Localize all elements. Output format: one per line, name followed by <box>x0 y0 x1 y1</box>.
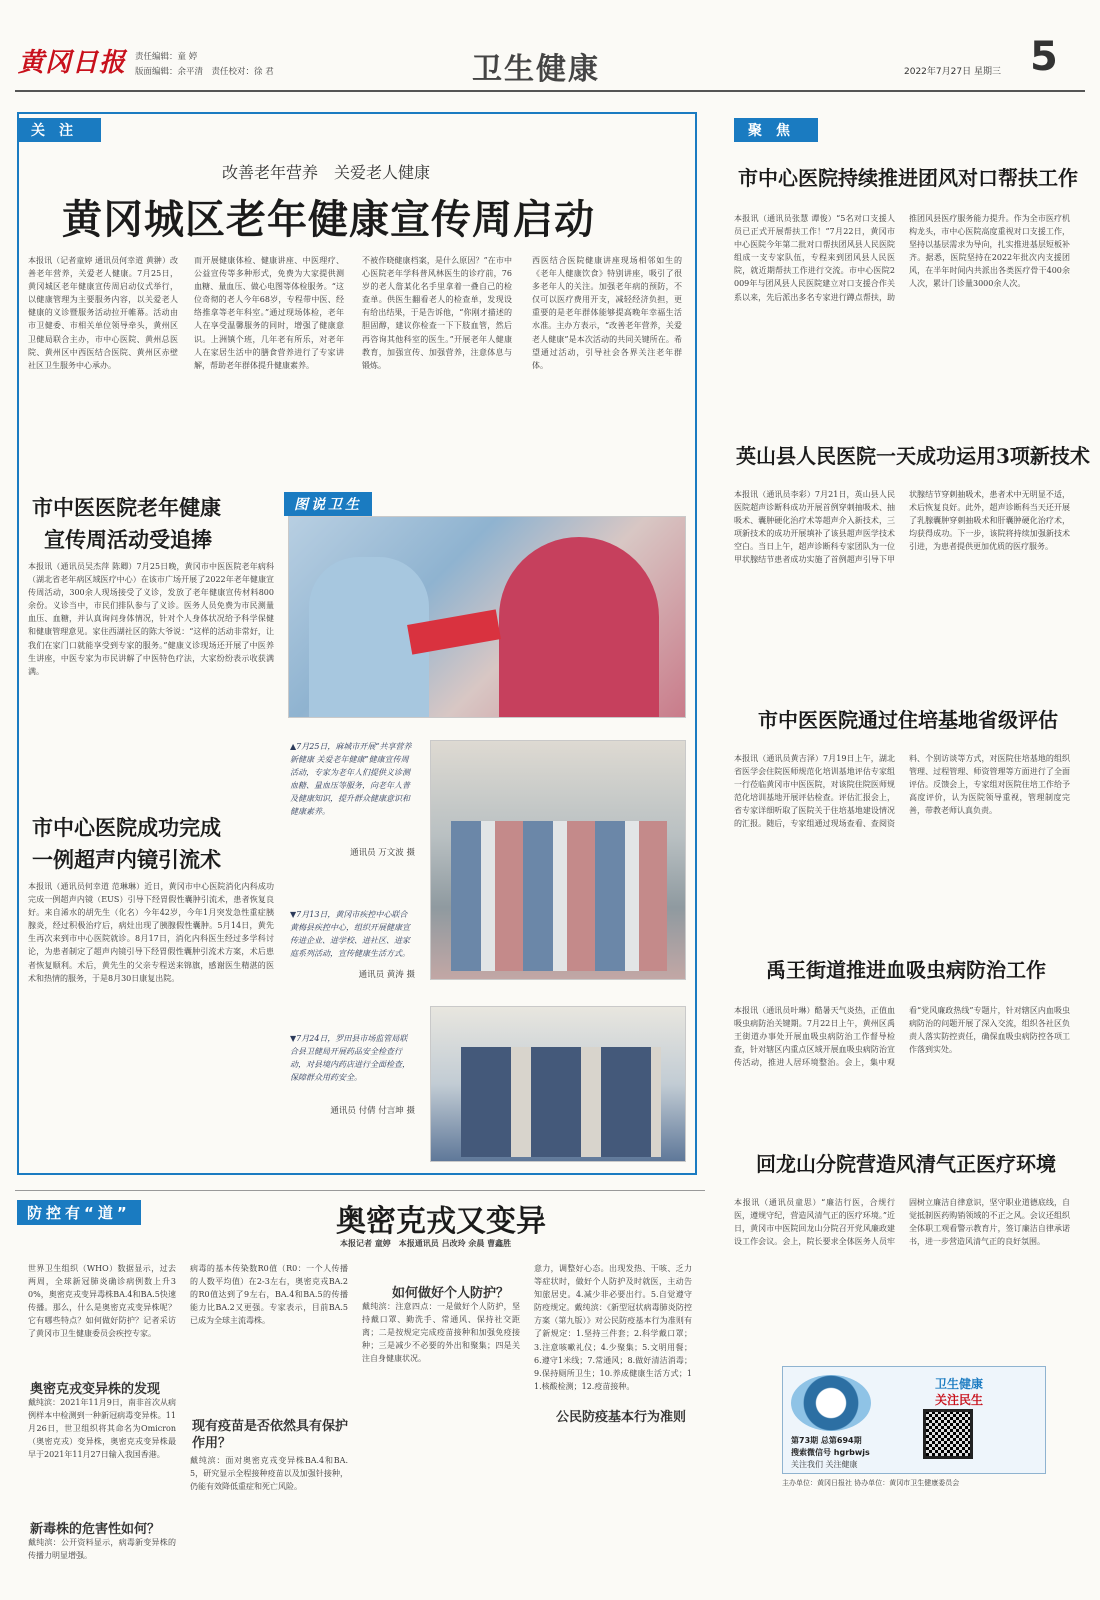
issue-date <box>904 64 1001 77</box>
endoscope-title-1: 市中心医院成功完成 <box>32 815 221 840</box>
promo-slogan: 关注我们 关注健康 <box>791 1460 858 1469</box>
tcm-title-2: 宣传周活动受追捧 <box>44 527 212 552</box>
focus-col-2: 而开展健康体检、健康讲座、中医理疗、公益宣传等多种形式，免费为大家提供测血糖、量血压、做心电图等体检服务。“这位奇彻的老人今年68岁，专程带中医、经络推拿等老年科室。”通过现场体检，老年人在享受温馨服务的同时，增强了健康意识。上洲镇个班，几年老有所乐，对老年人在家居生活中的膳食营养进行了专家讲解，帮助老年群体提升健康素养。 <box>194 256 344 370</box>
credit-1: 通讯员 万文波 摄 <box>350 848 415 858</box>
spotlight-body-5: 本报讯（通讯员童思）“廉洁行医，合规行医，遵规守纪，营造风清气正的医疗环境。”近日，黄冈市中医院回龙山分院召开党风廉政建设工作会议。会上，院长要求全体医务人员牢固树立廉洁自律意识，坚守职业道德底线，自觉抵制医药购销领域的不正之风。会议还组织全体职工观看警示教育片，签订廉洁自律承诺书，进一步营造风清气正的良好氛围。 <box>734 1198 1070 1247</box>
prevention-rule <box>15 1190 705 1191</box>
caption-2: ▼7月13日，黄冈市疾控中心联合黄梅县疾控中心，组织开展健康宣传进企业、进学校、进社区、进家庭系列活动，宣传健康生活方式。 <box>290 910 410 958</box>
section-title: 卫生健康 <box>472 52 600 87</box>
prevention-col-3: 戴纯滨：注意四点：一是做好个人防护，坚持戴口罩、勤洗手、常通风、保持社交距离；二是按规定完成疫苗接种和加强免疫接种；三是减少不必要的外出和聚集；四是关注自身健康状况。 <box>362 1302 520 1364</box>
promo-label-1: 卫生健康 <box>935 1377 984 1391</box>
page-number: 5 <box>1030 34 1058 80</box>
prevention-sub-2: 新毒株的危害性如何？ <box>30 1522 161 1537</box>
photo-news-tag-text: 图说卫生 <box>294 497 362 513</box>
prevention-col-2b: 戴纯滨：面对奥密克戎变异株BA.4和BA.5，研究显示全程接种疫苗以及加强针接种，仍能有效降低重症和死亡风险。 <box>190 1456 348 1492</box>
focus-subtitle: 改善老年营养 关爱老人健康 <box>222 163 431 182</box>
prevention-sub-4: 如何做好个人防护？ <box>392 1286 510 1301</box>
prevention-col-1b: 戴纯滨：2021年11月9日，南非首次从病例样本中检测到一种新冠病毒变异株。11月26日，世卫组织将其命名为Omicron（奥密克戎）变异株，奥密克戎变异株最早于2021年11月27日输入我国香港。 <box>28 1398 176 1460</box>
photo-outreach <box>430 740 686 980</box>
proof-line: 责任校对：徐 君 <box>211 67 274 77</box>
prevention-col-1c: 戴纯滨：公开资料显示，病毒新变异株的传播力明显增强。 <box>28 1538 176 1561</box>
promo-issue: 第73期 总第694期 <box>791 1436 862 1445</box>
spotlight-title-5: 回龙山分院营造风清气正医疗环境 <box>756 1152 1056 1176</box>
photo-free-clinic <box>288 516 686 718</box>
spotlight-title-3: 市中医医院通过住培基地省级评估 <box>758 708 1058 732</box>
masthead-rule <box>15 90 1085 92</box>
caption-3: ▼7月24日，罗田县市场监管局联合县卫健局开展药品安全检查行动，对县境内药店进行全面检查，保障群众用药安全。 <box>290 1034 410 1082</box>
patient-figure <box>499 537 659 717</box>
tcm-body: 本报讯（通讯员吴杰萍 陈卿）7月25日晚，黄冈市中医医院老年病科（湖北省老年病区域医疗中心）在该市广场开展了2022年老年健康宣传周活动，300余人现场接受了义诊，发放了老年健康宣传材料800余份。义诊当中，市民们排队参与了义诊。医务人员免费为市民测量血压、血糖，并认真询问身体情况，针对个人身体状况给予科学保健和健康管理意见。家住西湖社区的陈大爷说：“这样的活动非常好，让我们在家门口就能享受到专家的服务。”健康义诊现场还开展了中医养生讲座，中医专家为市民讲解了中医特色疗法，大家纷纷表示收获满满。 <box>28 562 274 676</box>
photo-news-tag <box>284 492 372 516</box>
prevention-tag: 防控有“道” <box>17 1200 141 1225</box>
tcm-title-1: 市中医医院老年健康 <box>32 495 221 520</box>
prevention-col-2: 病毒的基本传染数R0值（R0：一个人传播的人数平均值）在2-3左右，奥密克戎BA.2的R0值达到了9左右，BA.4和BA.5的传播能力比BA.2又更强。专家表示，目前BA.5已成为全球主流毒株。 <box>190 1264 348 1326</box>
focus-tag: 关注 <box>17 118 101 142</box>
prevention-col-4: 意力，调整好心态。出现发热、干咳、乏力等症状时，做好个人防护及时就医，主动告知旅居史。4.减少非必要出行。5.自觉遵守防疫规定。戴纯滨：《新型冠状病毒肺炎防控方案（第九版）》对公民防疫基本行为准则有了新规定：1.坚持三件套；2.科学戴口罩；3.注意咳嗽礼仪；4.少聚集；5.文明用餐；6.遵守1米线；7.常通风；8.做好清洁消毒；9.保持厕所卫生；10.养成健康生活方式；11.核酸检测；12.疫苗接种。 <box>534 1264 692 1391</box>
promo-wechat: 搜索微信号 hgrbwjs <box>791 1448 870 1457</box>
photo-inspection <box>430 1006 686 1162</box>
caption-1: ▲7月25日，麻城市开展“共享营养新健康 关爱老年健康”健康宣传周活动，专家为老年人们提供义诊测血糖、量血压等服务，向老年人普及健康知识，提升群众健康意识和健康素养。 <box>290 742 412 816</box>
focus-col-4: 西医结合医院健康讲座现场相邻如生的《老年人健康饮食》特别讲座，吸引了很多老年人的关注。加强老年病的预防，不仅可以医疗费用开支，减轻经济负担，更重要的是老年群体能够提高晚年幸福生活水准。主办方表示，“改善老年营养，关爱老人健康”是本次活动的共同关键所在。希望通过活动，引导社会各界关注老年群体。 <box>532 256 682 370</box>
date-text: 2022年7月27日 <box>904 67 972 77</box>
credit-2: 通讯员 黄涛 摄 <box>358 970 415 980</box>
weekday-text: 星期三 <box>973 67 1001 77</box>
editor-credits <box>135 50 274 80</box>
spotlight-body-1: 本报讯（通讯员张慧 谭俊）“5名对口支援人员已正式开展帮扶工作！”7月22日，黄冈市中心医院今年第二批对口帮扶团风县人民医院组成一支专家队伍，专程来到团风县人民医院，就近期帮扶工作进行交流。市中心医院2009年与团风县人民医院建立对口支援合作关系以来，先后派出多名专家进行蹲点帮扶，助推团风县医疗服务能力提升。作为全市医疗机构龙头，市中心医院高度重视对口支援工作，坚持以基层需求为导向，扎实推进基层短板补齐。据悉，医院坚持在2022年批次内支援团风，在半年时间内共派出各类医疗骨干400余人次，累计门诊量3000余人次。 <box>734 214 1070 302</box>
officers-figures <box>461 1047 661 1157</box>
spotlight-title-2: 英山县人民医院一天成功运用3项新技术 <box>736 444 1090 468</box>
prevention-sub-5: 公民防疫基本行为准则 <box>556 1410 687 1425</box>
endoscope-body: 本报讯（通讯员何幸道 范琳琳）近日，黄冈市中心医院消化内科成功完成一例超声内镜（EUS）引导下经胃假性囊肿引流术，患者恢复良好。来自浠水的胡先生（化名）今年42岁，今年1月突发急性重症胰腺炎，经过积极治疗后，病灶出现了胰腺假性囊肿。5月14日，黄先生再次来到市中心医院就诊。8月17日，消化内科医生经过多学科讨论，为患者制定了超声内镜引导下经胃假性囊肿引流术方案，术后患者恢复顺利。术后，黄先生的父亲专程送来锦旗，感谢医生精湛的医术和热情的服务，于是8月30日康复出院。 <box>28 882 274 983</box>
prevention-col-1: 世界卫生组织（WHO）数据显示，过去两周，全球新冠肺炎确诊病例数上升30%，奥密克戎变异毒株BA.4和BA.5快速传播。那么，什么是奥密克戎变异株呢？它有哪些特点？如何做好防护？记者采访了黄冈市卫生健康委员会疾控专家。 <box>28 1264 176 1339</box>
prevention-sub-1: 奥密克戎变异株的发现 <box>30 1382 161 1397</box>
editor-line: 责任编辑：童 婷 <box>135 52 198 62</box>
spotlight-body-4: 本报讯（通讯员叶琳）酷暑天气炎热，正值血吸虫病防治关键期。7月22日上午，黄州区禹王街道办事处开展血吸虫病防治工作督导检查，针对辖区内重点区域开展血吸虫病防治宣传活动，推进人居环境整治。会上，集中观看“党风廉政热线”专题片，针对辖区内血吸虫病防治的问题开展了深入交流，组织各社区负责人落实防控责任，确保血吸虫病防控各项工作落到实处。 <box>734 1006 1070 1068</box>
credit-3: 通讯员 付倩 付言坤 摄 <box>330 1106 415 1116</box>
prevention-sub-3: 现有疫苗是否依然具有保护作用？ <box>192 1419 349 1451</box>
qr-code-icon <box>923 1409 973 1459</box>
prevention-byline: 本报记者 童婷 本报通讯员 吕改玲 余晨 曹鑫胜 <box>340 1239 512 1248</box>
endoscope-title-2: 一例超声内镜引流术 <box>32 847 221 872</box>
crowd-figures <box>451 821 667 971</box>
prevention-title: 奥密克戎又变异 <box>336 1204 546 1239</box>
promo-contact: 主办单位：黄冈日报社 协办单位：黄冈市卫生健康委员会 <box>782 1479 960 1487</box>
promo-label-2: 关注民生 <box>935 1393 984 1407</box>
spotlight-body-2: 本报讯（通讯员李彩）7月21日，英山县人民医院超声诊断科成功开展首例穿刺抽吸术、抽吸术、囊肿硬化治疗术等超声介入新技术，三项新技术的成功开展填补了该县超声医学技术空白。当日上午，超声诊断科专家团队为一位甲状腺结节患者成功实施了首例超声引导下甲状腺结节穿刺抽吸术，患者术中无明显不适，术后恢复良好。此外，超声诊断科当天还开展了乳腺囊肿穿刺抽吸术和肝囊肿硬化治疗术，均获得成功。下一步，该院将持续加强新技术引进，为患者提供更加优质的医疗服务。 <box>734 490 1070 565</box>
newspaper-logo: 黄冈日报 <box>18 48 127 78</box>
promo-box <box>782 1366 1046 1474</box>
spotlight-tag: 聚焦 <box>734 118 818 142</box>
focus-headline: 黄冈城区老年健康宣传周启动 <box>62 196 595 243</box>
spotlight-title-1: 市中心医院持续推进团风对口帮扶工作 <box>738 166 1078 190</box>
promo-logo-icon <box>791 1375 871 1431</box>
focus-col-1: 本报讯（记者童婷 通讯员何幸道 黄翀）改善老年营养，关爱老人健康。7月25日，黄冈城区老年健康宣传周启动仪式举行，以健康管理为主要服务内容，以关爱老人健康的义诊暨服务活动拉开帷幕。活动由市卫健委、市相关单位领导牵头，黄州区卫健局联合主办，市中心医院、黄州总医院、黄州区中西医结合医院、黄州区赤壁社区卫生服务中心承办。 <box>28 256 178 370</box>
designer-line: 版面编辑：余平清 <box>135 67 204 77</box>
focus-col-3: 不被作晓健康档案，是什么原因？”在市中心医院老年学科普风林医生的诊疗前，76岁的老人詹某化名手里拿着一叠自己的检查单。供医生翻看老人的检查单，发现设有给出结果，于是告诉他，“你刚才描述的胆固醇，建议你检查一下下肢血管，然后再咨询其他科室的医生。”开展老年人健康教育，加强宣传、加强营养，注意体息与锻炼。 <box>362 256 512 370</box>
spotlight-body-3: 本报讯（通讯员黄吉泽）7月19日上午，湖北省医学会住院医师规范化培训基地评估专家组一行莅临黄冈市中医医院，对该院住院医师规范化培训基地开展评估检查。评估汇报会上，省专家详细听取了医院关于住培基地建设情况的汇报。随后，专家组通过现场查看、查阅资料、个别访谈等方式，对医院住培基地的组织管理、过程管理、师资管理等方面进行了全面评估。反馈会上，专家组对医院住培工作给予高度评价，认为医院领导重视，管理制度完善，带教老师认真负责。 <box>734 754 1070 829</box>
spotlight-title-4: 禹王街道推进血吸虫病防治工作 <box>766 958 1046 982</box>
